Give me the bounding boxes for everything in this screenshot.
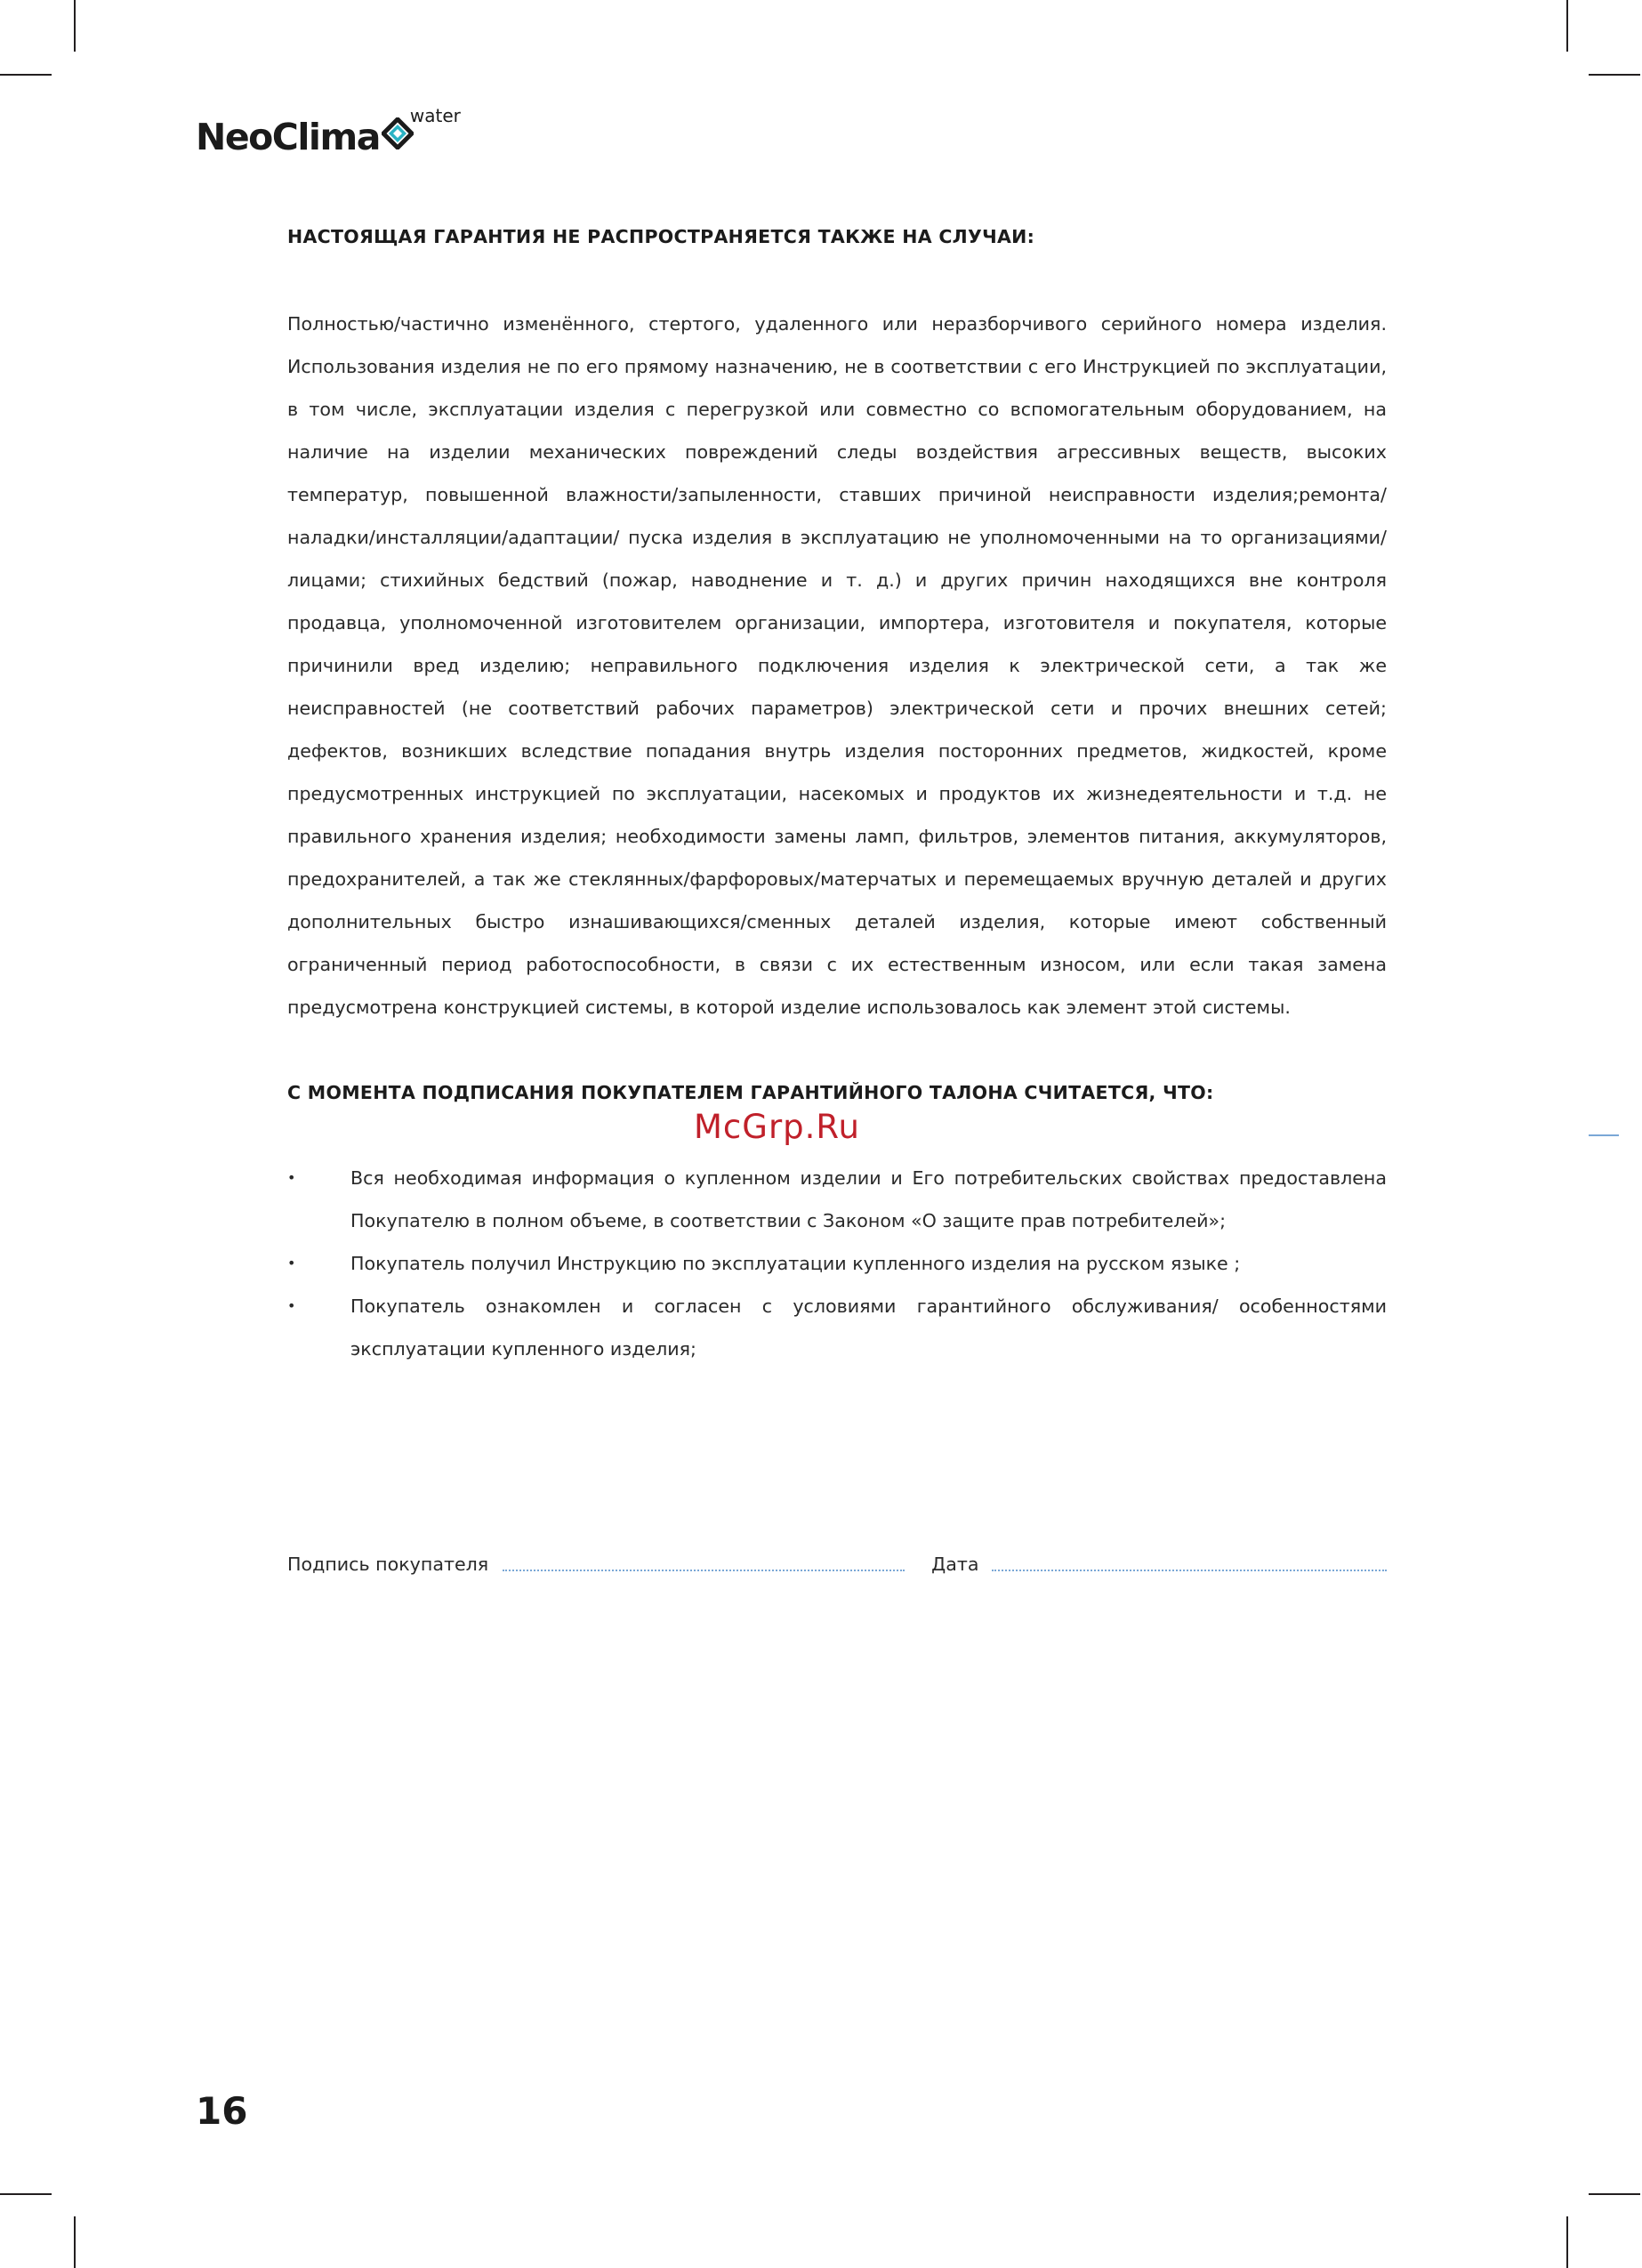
list-item	[287, 1242, 1387, 1285]
section-exclusions	[287, 226, 1387, 247]
list-item	[287, 1157, 1387, 1242]
crop-mark-bottom-right-v	[1566, 2216, 1568, 2268]
crop-mark-top-right-v	[1566, 0, 1568, 52]
section-consent	[287, 1082, 1387, 1103]
exclusions-body	[287, 303, 1387, 1029]
exclusions-paragraph: Полностью/частично изменённого, стертого, удаленного или неразборчивого серийного номера изделия. Использования изделия не по его прямому назначению, не в соответствии с его Инструкцией по эксплуатации, в том числе, эксплуатации изделия с перегрузкой или совместно со вспомогательным оборудованием, на наличие на изделии механических повреждений следы воздействия агрессивных веществ, высоких температур, повышенной влажности/запыленности, ставших причиной неисправности изделия;ремонта/наладки/инсталляции/адаптации/ пуска изделия в эксплуатацию не уполномоченными на то организациями/лицами; стихийных бедствий (пожар, наводнение и т. д.) и других причин находящихся вне контроля продавца, уполномоченной изготовителем организации, импортера, изготовителя и покупателя, которые причинили вред изделию; неправильного подключения изделия к электрической сети, а так же неисправностей (не соответствий рабочих параметров) электрической сети и прочих внешних сетей; дефектов, возникших вследствие попадания внутрь изделия посторонних предметов, жидкостей, кроме предусмотренных инструкцией по эксплуатации, насекомых и продуктов их жизнедеятельности и т.д. не правильного хранения изделия; необходимости замены ламп, фильтров, элементов питания, аккумуляторов, предохранителей, а так же стеклянных/фарфоровых/матерчатых и перемещаемых вручную деталей и других дополнительных быстро изнашивающихся/сменных деталей изделия, которые имеют собственный ограниченный период работоспособности, в связи с их естественным износом, или если такая замена предусмотрена конструкцией системы, в которой изделие использовалось как элемент этой системы.	[287, 313, 1387, 1018]
date-field[interactable]	[992, 1550, 1388, 1571]
list-item-text: Покупатель ознакомлен и согласен с условиями гарантийного обслуживания/ особенностями эксплуатации купленного изделия;	[350, 1295, 1387, 1360]
crop-mark-bottom-left-h	[0, 2193, 52, 2195]
page-number: 16	[196, 2089, 248, 2133]
section-heading: НАСТОЯЩАЯ ГАРАНТИЯ НЕ РАСПРОСТРАНЯЕТСЯ ТАКЖЕ НА СЛУЧАИ:	[287, 226, 1035, 247]
crop-mark-top-left-v	[74, 0, 76, 52]
logo-brand-text: NeoClima	[196, 116, 380, 158]
diamond-arrows-icon	[382, 117, 414, 149]
list-item	[287, 1285, 1387, 1370]
logo-sub-text: water	[409, 105, 461, 126]
crop-mark-top-right-h	[1589, 74, 1640, 76]
list-item-text: Вся необходимая информация о купленном изделии и Его потребительских свойствах предоставлена Покупателю в полном объеме, в соответствии с Законом «О защите прав потребителей»;	[350, 1167, 1387, 1231]
crop-mark-bottom-left-v	[74, 2216, 76, 2268]
crop-mark-top-left-h	[0, 74, 52, 76]
buyer-signature-field[interactable]	[503, 1550, 905, 1571]
bullet-icon: •	[287, 1169, 296, 1186]
consent-list	[287, 1157, 1387, 1370]
logo-mark	[382, 105, 461, 160]
buyer-signature-label: Подпись покупателя	[287, 1554, 489, 1575]
watermark: McGrp.Ru	[694, 1108, 860, 1146]
side-marker	[1589, 1134, 1619, 1136]
signature-row	[287, 1548, 1387, 1575]
brand-logo	[196, 105, 461, 160]
bullet-icon: •	[287, 1297, 296, 1314]
list-item-text: Покупатель получил Инструкцию по эксплуатации купленного изделия на русском языке ;	[350, 1253, 1241, 1274]
section-heading: С МОМЕНТА ПОДПИСАНИЯ ПОКУПАТЕЛЕМ ГАРАНТИЙНОГО ТАЛОНА СЧИТАЕТСЯ, ЧТО:	[287, 1082, 1214, 1103]
bullet-icon: •	[287, 1255, 296, 1271]
crop-mark-bottom-right-h	[1589, 2193, 1640, 2195]
date-label: Дата	[931, 1554, 979, 1575]
